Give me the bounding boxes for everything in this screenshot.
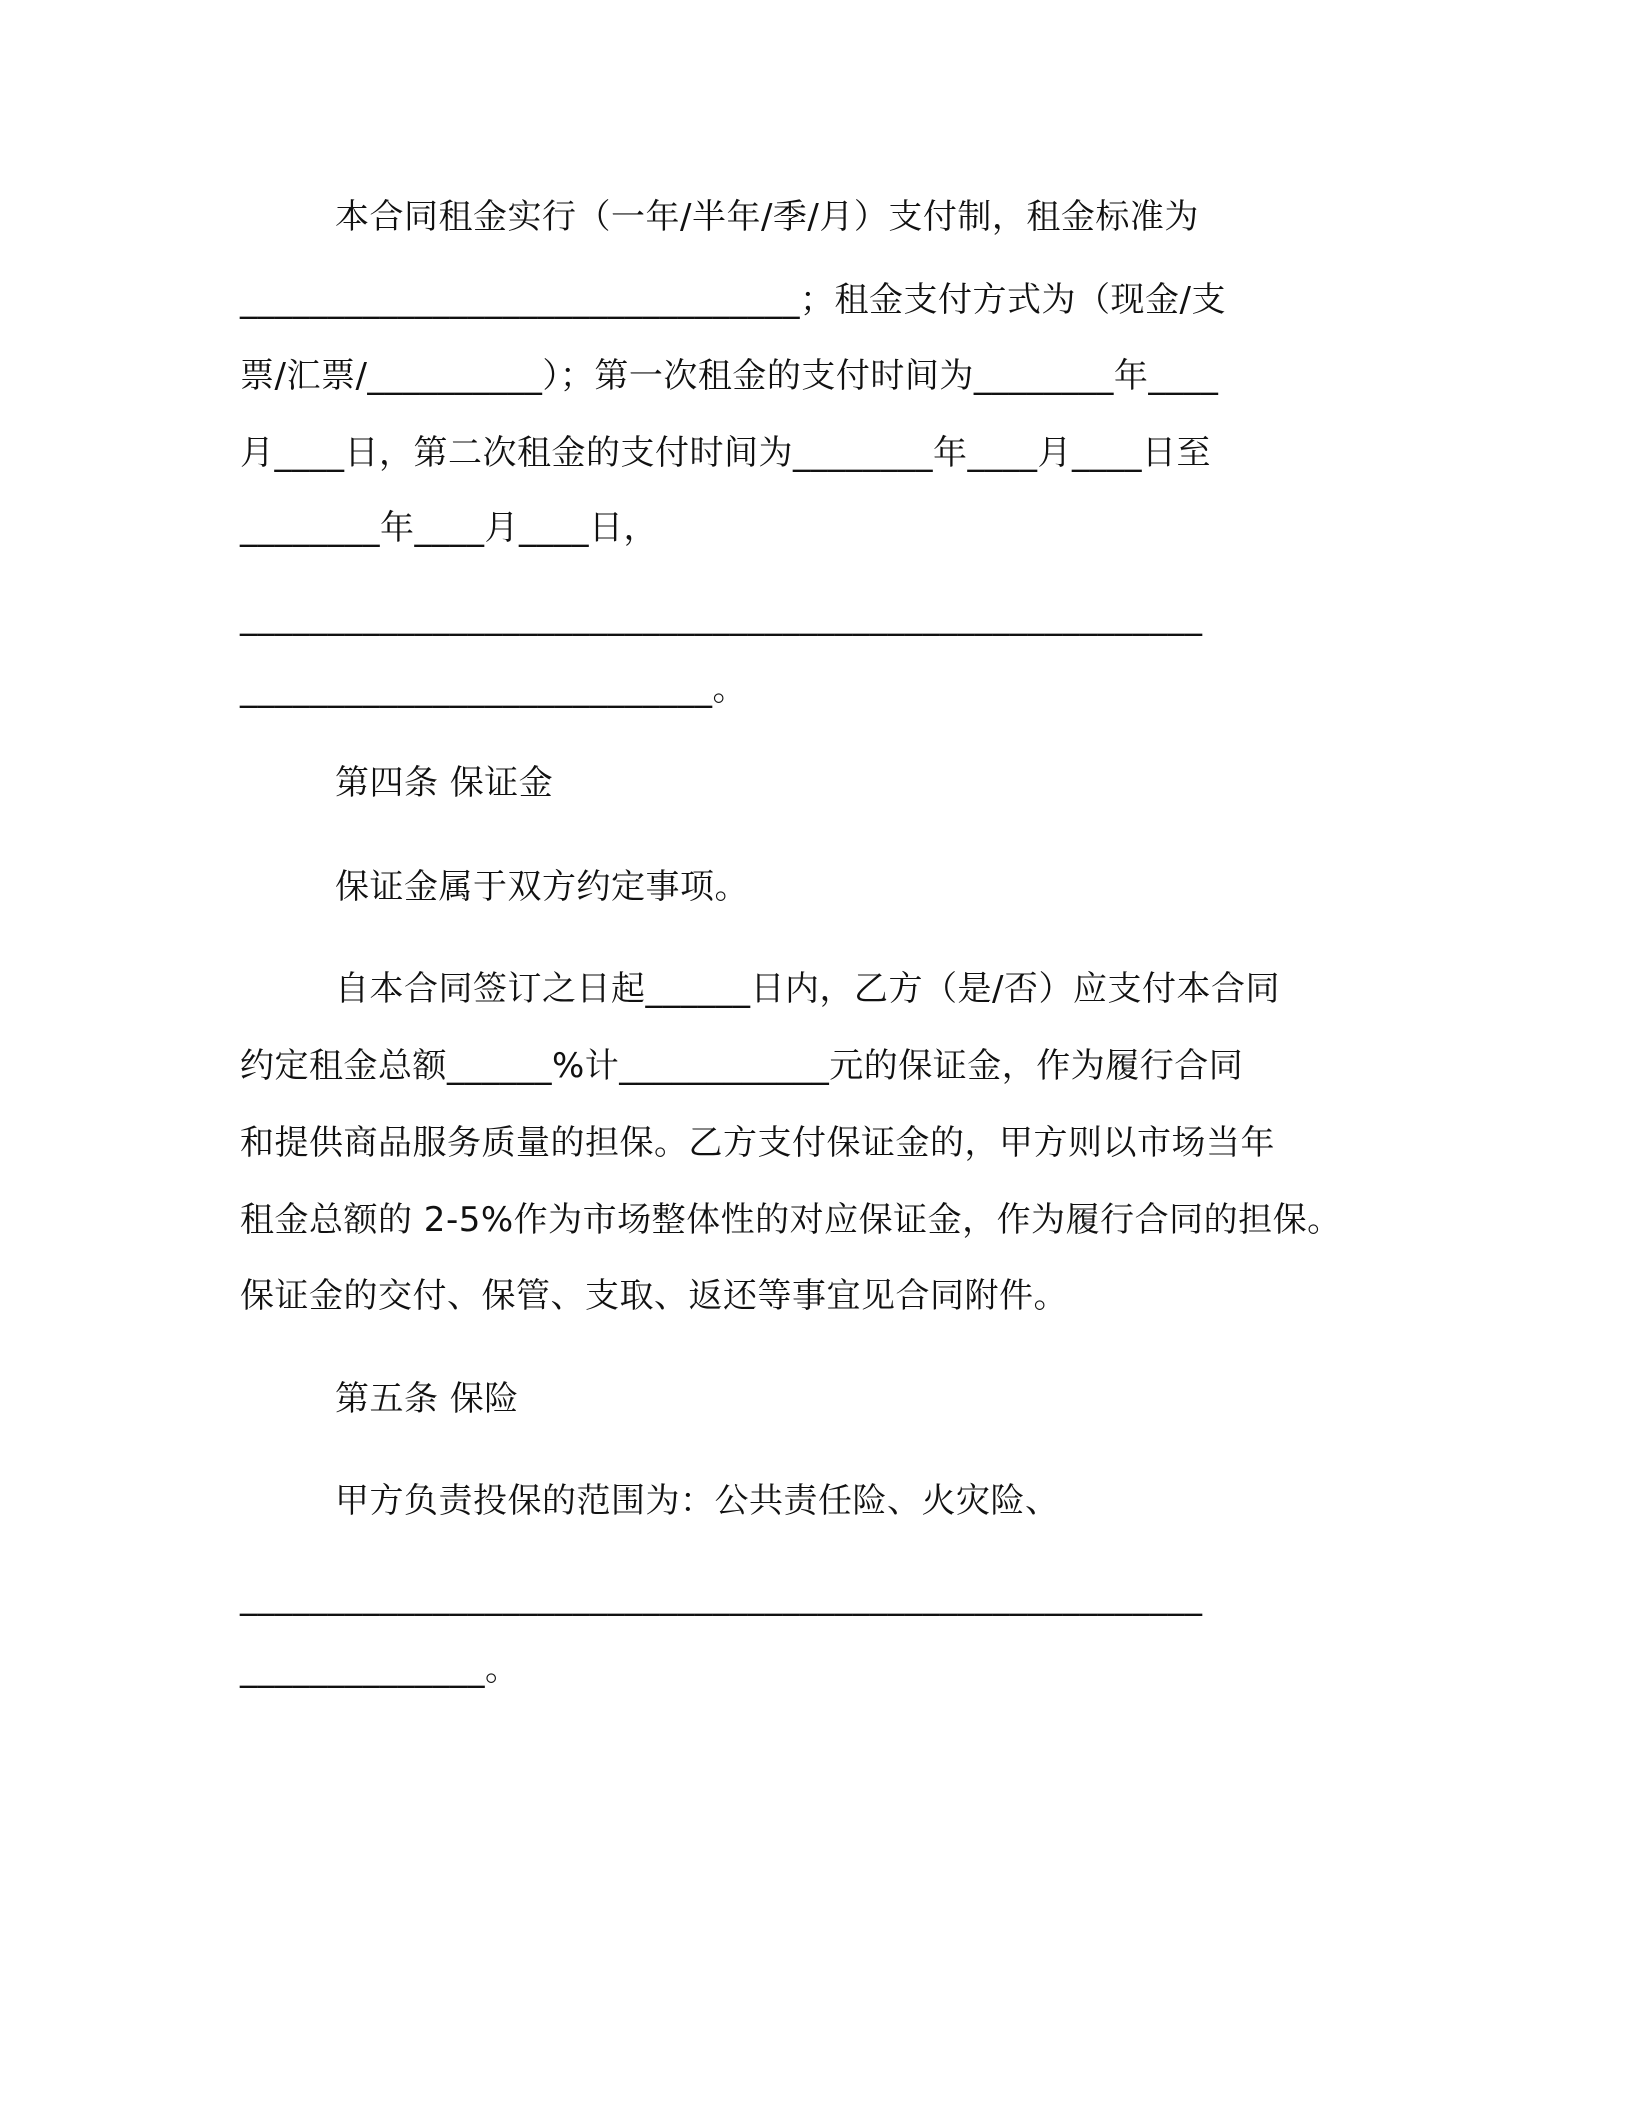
deposit-agreement-paragraph: 保证金属于双方约定事项。 — [335, 867, 749, 907]
deposit-payment-paragraph-line-1: 自本合同签订之日起______日内，乙方（是/否）应支付本合同 — [335, 969, 1280, 1009]
rent-payment-paragraph-line-5: ________年____月____日， — [240, 508, 658, 548]
rent-payment-blank-line-1: _______________________________________________________ — [240, 597, 1203, 637]
deposit-payment-paragraph-line-4: 租金总额的 2-5%作为市场整体性的对应保证金，作为履行合同的担保。 — [240, 1200, 1342, 1240]
article-4-heading: 第四条 保证金 — [335, 763, 554, 803]
rent-payment-paragraph-line-3: 票/汇票/__________）；第一次租金的支付时间为________年____ — [240, 356, 1219, 396]
insurance-blank-line-2: ______________。 — [240, 1649, 520, 1689]
insurance-paragraph-line-1: 甲方负责投保的范围为：公共责任险、火灾险、 — [335, 1481, 1060, 1521]
article-5-heading: 第五条 保险 — [335, 1379, 519, 1419]
rent-payment-paragraph-line-4: 月____日，第二次租金的支付时间为________年____月____日至 — [240, 433, 1211, 473]
insurance-blank-line-1: _______________________________________________________ — [240, 1577, 1203, 1617]
deposit-payment-paragraph-line-3: 和提供商品服务质量的担保。乙方支付保证金的，甲方则以市场当年 — [240, 1123, 1275, 1163]
deposit-payment-paragraph-line-5: 保证金的交付、保管、支取、返还等事宜见合同附件。 — [240, 1276, 1068, 1316]
rent-payment-paragraph-line-1: 本合同租金实行（一年/半年/季/月）支付制，租金标准为 — [335, 197, 1199, 237]
rent-payment-paragraph-line-2: ________________________________；租金支付方式为（现金/支 — [240, 280, 1226, 320]
deposit-payment-paragraph-line-2: 约定租金总额______%计____________元的保证金，作为履行合同 — [240, 1046, 1244, 1086]
rent-payment-blank-line-2: ___________________________。 — [240, 669, 747, 709]
